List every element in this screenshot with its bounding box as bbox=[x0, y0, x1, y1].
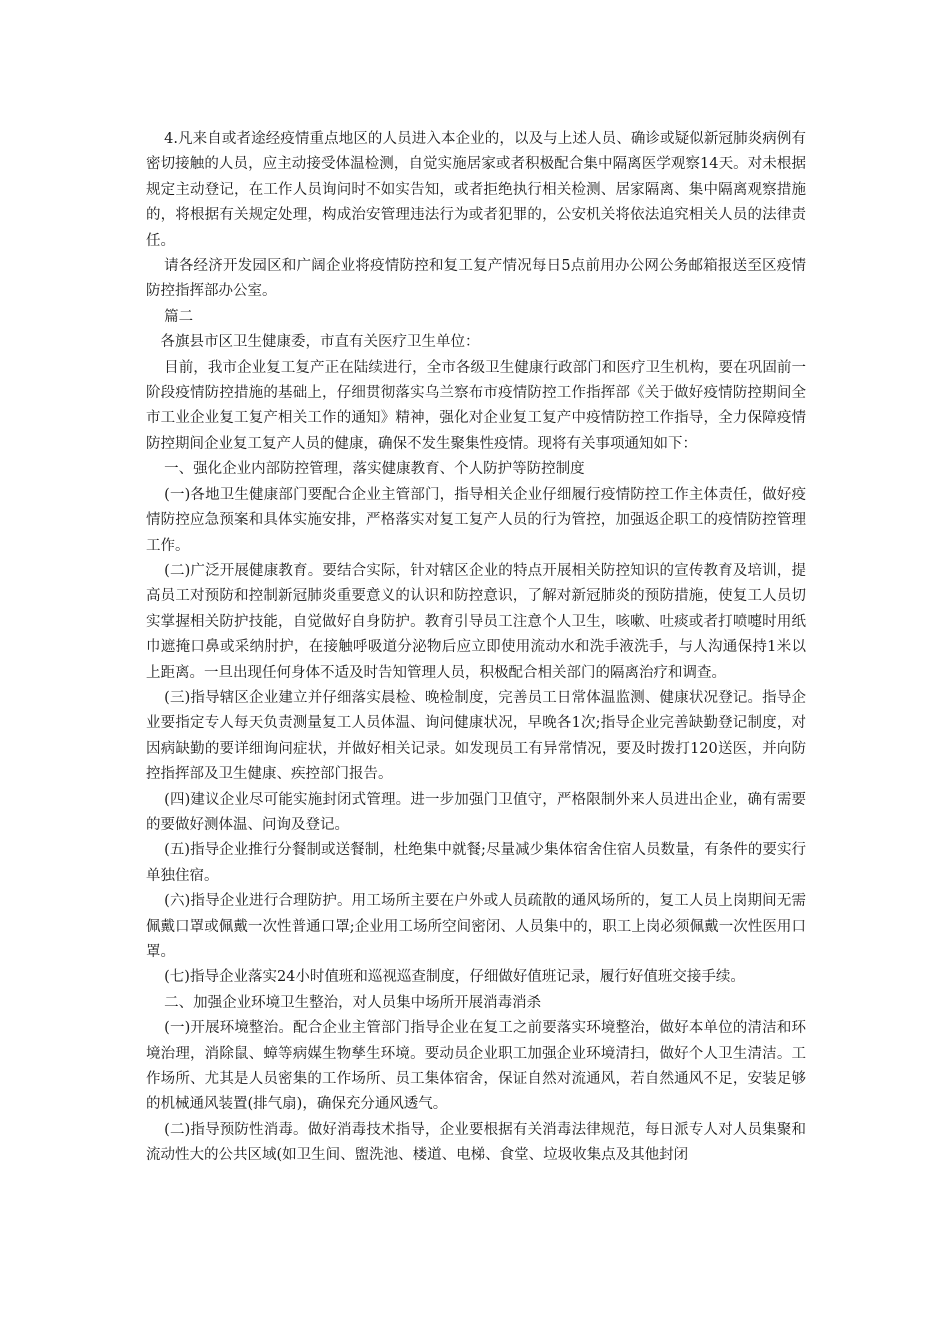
heading-section-1: 一、强化企业内部防控管理，落实健康教育、个人防护等防控制度 bbox=[164, 461, 585, 478]
paragraph-1-4: (四)建议企业尽可能实施封闭式管理。进一步加强门卫值守，严格限制外来人员进出企业，确有需要的要做好测体温、问询及登记。 bbox=[146, 791, 806, 833]
paragraph-1-1: (一)各地卫生健康部门要配合企业主管部门，指导相关企业仔细履行疫情防控工作主体责任，做好疫情防控应急预案和具体实施安排，严格落实对复工复产人员的行为管控，加强返企职工的疫情防控管理工作。 bbox=[146, 486, 806, 554]
paragraph-intro: 目前，我市企业复工复产正在陆续进行，全市各级卫生健康行政部门和医疗卫生机构，要在巩固前一阶段疫情防控措施的基础上，仔细贯彻落实乌兰察布市疫情防控工作指挥部《关于做好疫情防控期间全市工业企业复工复产相关工作的通知》精神，强化对企业复工复产中疫情防控工作指导，全力保障疫情防控期间企业复工复产人员的健康，确保不发生聚集性疫情。现将有关事项通知如下： bbox=[146, 359, 806, 452]
paragraph-1-6: (六)指导企业进行合理防护。用工场所主要在户外或人员疏散的通风场所的，复工人员上岗期间无需佩戴口罩或佩戴一次性普通口罩;企业用工场所空间密闭、人员集中的，职工上岗必须佩戴一次性医用口罩。 bbox=[146, 893, 806, 960]
paragraph-1-3: (三)指导辖区企业建立并仔细落实晨检、晚检制度，完善员工日常体温监测、健康状况登记。指导企业要指定专人每天负责测量复工人员体温、询问健康状况，早晚各1次;指导企业完善缺勤登记制度，对因病缺勤的要详细询问症状，并做好相关记录。如发现员工有异常情况，要及时拨打120送医，并向防控指挥部及卫生健康、疾控部门报告。 bbox=[146, 689, 806, 783]
salutation: 各旗县市区卫生健康委，市直有关医疗卫生单位： bbox=[160, 334, 480, 351]
paragraph-item-4: 4.凡来自或者途经疫情重点地区的人员进入本企业的，以及与上述人员、确诊或疑似新冠肺炎病例有密切接触的人员，应主动接受体温检测，自觉实施居家或者积极配合集中隔离医学观察14天。对未根据规定主动登记，在工作人员询问时不如实告知，或者拒绝执行相关检测、居家隔离、集中隔离观察措施的，将根据有关规定处理，构成治安管理违法行为或者犯罪的，公安机关将依法追究相关人员的法律责任。 bbox=[146, 131, 806, 249]
paragraph-1-7: (七)指导企业落实24小时值班和巡视巡查制度，仔细做好值班记录，履行好值班交接手续。 bbox=[164, 969, 745, 986]
section-heading-part-two: 篇二 bbox=[164, 308, 194, 325]
paragraph-2-2: (二)指导预防性消毒。做好消毒技术指导，企业要根据有关消毒法律规范，每日派专人对人员集聚和流动性大的公共区域(如卫生间、盥洗池、楼道、电梯、食堂、垃圾收集点及其他封闭 bbox=[146, 1121, 806, 1164]
paragraph-1-2: (二)广泛开展健康教育。要结合实际，针对辖区企业的特点开展相关防控知识的宣传教育及培训，提高员工对预防和控制新冠肺炎重要意义的认识和防控意识，了解对新冠肺炎的预防措施，使复工人员切实掌握相关防护技能，自觉做好自身防护。教育引导员工注意个人卫生，咳嗽、吐痰或者打喷嚏时用纸巾遮掩口鼻或采纳肘护，在接触呼吸道分泌物后应立即使用流动水和洗手液洗手，与人沟通保持1米以上距离。一旦出现任何身体不适及时告知管理人员，积极配合相关部门的隔离治疗和调查。 bbox=[146, 562, 806, 681]
paragraph-1-5: (五)指导企业推行分餐制或送餐制，杜绝集中就餐;尽量减少集体宿舍住宿人员数量，有条件的要实行单独住宿。 bbox=[146, 842, 806, 884]
document-body bbox=[146, 127, 806, 1169]
paragraph-2-1: (一)开展环境整治。配合企业主管部门指导企业在复工之前要落实环境整治，做好本单位的清洁和环境治理，消除鼠、蟑等病媒生物孳生环境。要动员企业职工加强企业环境清扫，做好个人卫生清洁。工作场所、尤其是人员密集的工作场所、员工集体宿舍，保证自然对流通风，若自然通风不足，安装足够的机械通风装置(排气扇)，确保充分通风透气。 bbox=[146, 1020, 806, 1113]
heading-section-2: 二、加强企业环境卫生整治，对人员集中场所开展消毒消杀 bbox=[164, 994, 542, 1011]
paragraph-report-request: 请各经济开发园区和广阔企业将疫情防控和复工复产情况每日5点前用办公网公务邮箱报送至区疫情防控指挥部办公室。 bbox=[146, 258, 806, 300]
